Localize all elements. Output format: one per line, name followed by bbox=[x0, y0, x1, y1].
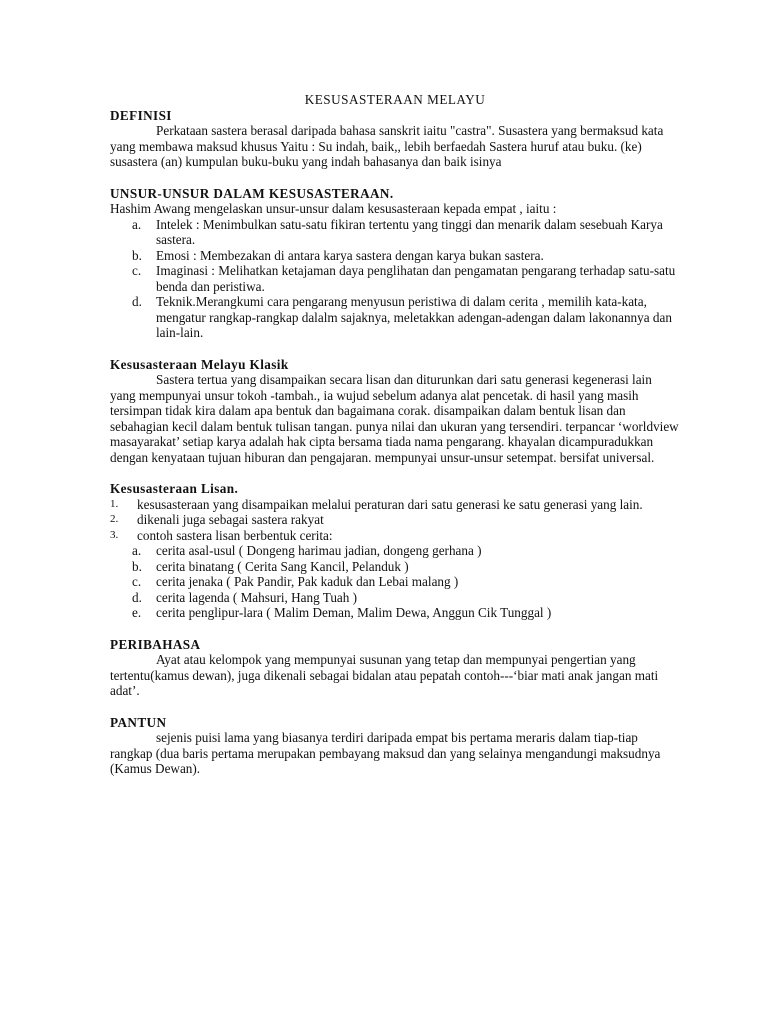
unsur-list bbox=[110, 217, 680, 341]
list-item: d. Teknik.Merangkumi cara pengarang menyusun peristiwa di dalam cerita , memilih kata-kata, mengatur rangkap-rangkap dalalm sajaknya, meletakkan adengan-adengan dalam lakonannya dan lain-lain. bbox=[132, 294, 672, 340]
list-item: 3. contoh sastera lisan berbentuk cerita: bbox=[110, 527, 333, 543]
document-page bbox=[110, 92, 680, 777]
klasik-paragraph: Sastera tertua yang disampaikan secara lisan dan diturunkan dari satu generasi kegenerasi lain yang mempunyai unsur tokoh -tambah., ia wujud sebelum adanya alat pencetak. di hasil yang masih tersimpan tidak kira dalam apa bentuk dan bagaimana corak. disampaikan dalam bentuk lisan dan sebahagian kecil dalam bentuk tulisan tangan. punya nilai dan ukuran yang tersendiri. terpancar ‘worldview masayarakat’ setiap karya adalah hak cipta bersama tiada nama pengarang. khayalan dicampuradukkan dengan kenyataan tujuan hiburan dan pengajaran. mempunyai unsur-unsur setempat. bersifat universal. bbox=[110, 372, 679, 465]
list-item: c. Imaginasi : Melihatkan ketajaman daya penglihatan dan pengamatan pengarang terhadap satu-satu benda dan peristiwa. bbox=[132, 263, 676, 294]
list-item: 1. kesusasteraan yang disampaikan melalui peraturan dari satu generasi ke satu generasi yang lain. bbox=[110, 496, 643, 512]
definisi-heading: DEFINISI bbox=[110, 107, 172, 123]
list-item: b. Emosi : Membezakan di antara karya sastera dengan karya bukan sastera. bbox=[132, 247, 544, 263]
pantun-paragraph: sejenis puisi lama yang biasanya terdiri daripada empat bis pertama meraris dalam tiap-tiap rangkap (dua baris pertama merupakan pembayang maksud dan yang selainya mengandungi maksudnya (Kamus Dewan). bbox=[110, 730, 661, 776]
document-title: KESUSASTERAAN MELAYU bbox=[304, 92, 486, 107]
klasik-heading: Kesusasteraan Melayu Klasik bbox=[110, 356, 289, 372]
lisan-list bbox=[110, 497, 680, 544]
unsur-heading: UNSUR-UNSUR DALAM KESUSASTERAAN. bbox=[110, 185, 394, 201]
list-item: e. cerita penglipur-lara ( Malim Deman, Malim Dewa, Anggun Cik Tunggal ) bbox=[132, 605, 552, 620]
definisi-paragraph: Perkataan sastera berasal daripada bahasa sanskrit iaitu "castra". Susastera yang bermaksud kata yang membawa maksud khusus Yaitu : Su indah, baik,, lebih berfaedah Sastera huruf atau buku. (ke) susastera (an) kumpulan buku-buku yang indah bahasanya dan baik isinya bbox=[110, 123, 664, 169]
pantun-heading: PANTUN bbox=[110, 714, 167, 730]
list-item: 2. dikenali juga sebagai sastera rakyat bbox=[110, 512, 324, 527]
peribahasa-paragraph: Ayat atau kelompok yang mempunyai susunan yang tetap dan mempunyai pengertian yang tertentu(kamus dewan), juga dikenali sebagai bidalan atau pepatah contoh---‘biar mati anak jangan mati adat’. bbox=[110, 652, 659, 698]
list-item: a. Intelek : Menimbulkan satu-satu fikiran tertentu yang tinggi dan menarik dalam sesebuah Karya sastera. bbox=[132, 216, 663, 247]
list-item: b. cerita binatang ( Cerita Sang Kancil, Pelanduk ) bbox=[132, 558, 409, 574]
lisan-heading: Kesusasteraan Lisan. bbox=[110, 481, 239, 496]
unsur-intro: Hashim Awang mengelaskan unsur-unsur dalam kesusasteraan kepada empat , iaitu : bbox=[110, 201, 557, 216]
peribahasa-heading: PERIBAHASA bbox=[110, 636, 201, 652]
list-item: a. cerita asal-usul ( Dongeng harimau jadian, dongeng gerhana ) bbox=[132, 543, 482, 558]
list-item: d. cerita lagenda ( Mahsuri, Hang Tuah ) bbox=[132, 589, 358, 605]
list-item: c. cerita jenaka ( Pak Pandir, Pak kaduk dan Lebai malang ) bbox=[132, 574, 459, 589]
lisan-sublist bbox=[110, 543, 680, 621]
